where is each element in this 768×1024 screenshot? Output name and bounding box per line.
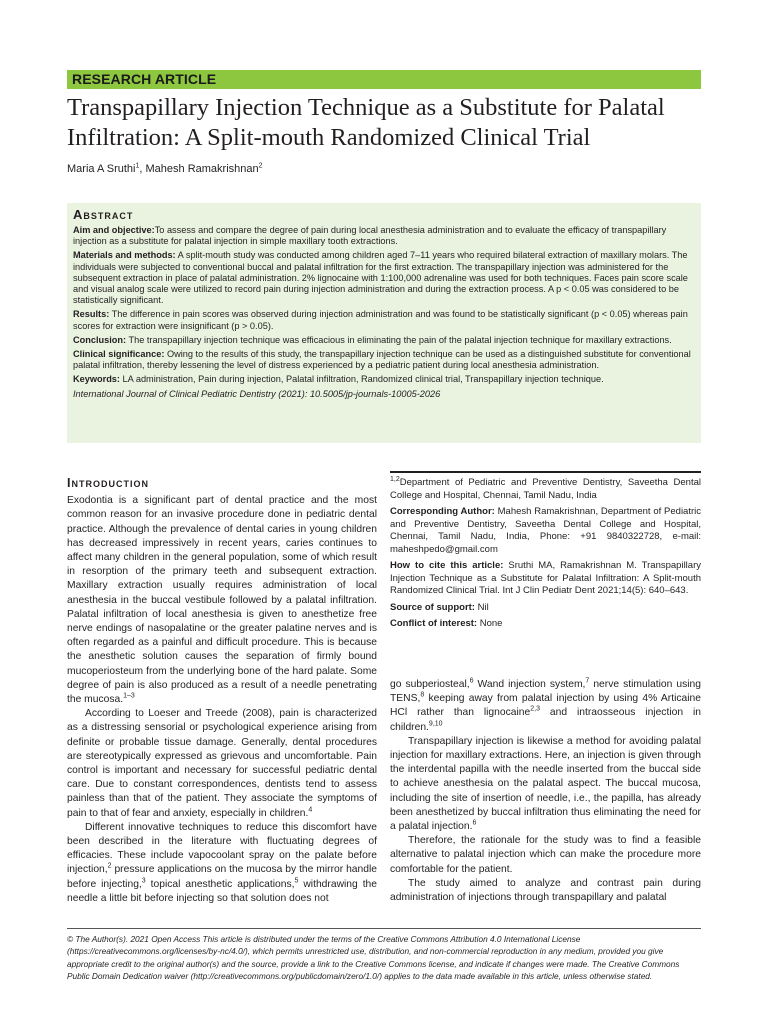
abstract-body <box>73 225 695 403</box>
reference-marker[interactable]: 2 <box>107 863 112 871</box>
section-heading-introduction: Introduction <box>67 476 149 490</box>
introduction-right-column <box>390 678 701 905</box>
abstract-conclusion: Conclusion: The transpapillary injection technique was efficacious in eliminating the pain of the palatal injection technique for maxillary extractions. <box>73 334 672 345</box>
reference-marker[interactable]: 6 <box>469 677 474 685</box>
abstract-keywords: Keywords: LA administration, Pain during injection, Palatal infiltration, Randomized clinical trial, Transpapillary injection technique. <box>73 374 604 385</box>
author-name[interactable]: Maria A Sruthi <box>67 163 136 175</box>
affiliation-box <box>390 471 701 635</box>
intro-paragraph: Transpapillary injection is likewise a method for avoiding palatal injection for maxillary extractions. Here, an injection is given through the interdental papilla with the needle inserted from the buccal side to achieve anesthesia on the palatal aspect. The buccal mucosa, including the site of insertion of needle, i.e., the papilla, has already been anesthetized by buccal infiltration thus eliminating the need for a palatal injection.$^6$ <box>390 735 701 833</box>
author-affiliation-marker: 1 <box>135 162 140 170</box>
author-name[interactable]: Mahesh Ramakrishnan <box>145 163 259 175</box>
author-affiliation-marker: 2 <box>258 162 263 170</box>
intro-paragraph: Different innovative techniques to reduce this discomfort have been described in the literature with fluctuating degrees of efficacies. These include vapocoolant spray on the palate before injection,$^2$ pressure applications on the mucosa by the mirror handle before injecting,$^3$ topical anesthetic applications,$^5$ withdrawing the needle a little bit before injecting so that solution does not <box>67 821 378 904</box>
intro-paragraph: According to Loeser and Treede (2008), pain is characterized as a distressing sensorial or psychological experience arising from definite or probable tissue damage. Generally, dental procedures are stereotypically expressed as grievous and uncomfortable. Pain control is important and necessary for successful pediatric dental care. Due to constant correspondences, dentists tend to assess painless than that of the patient. They associate the symptoms of pain to that of fear and anxiety, especially in children.$^4$ <box>67 708 377 819</box>
abstract-heading: Abstract <box>73 207 134 222</box>
source-of-support: Source of support: Nil <box>390 601 489 613</box>
abstract-box <box>67 203 701 443</box>
reference-marker[interactable]: 1–3 <box>123 692 135 700</box>
journal-citation[interactable]: International Journal of Clinical Pediatric Dentistry (2021): 10.5005/jp-journals-10005-2026 <box>73 388 441 399</box>
abstract-aim: Aim and objective:To assess and compare the degree of pain during local anesthesia administration and to evaluate the efficacy of transpapillary injection as a substitute for palatal injection in simple maxillary tooth extractions. <box>73 225 667 247</box>
reference-marker[interactable]: 3 <box>141 877 146 885</box>
intro-paragraph: go subperiosteal,$^6$ Wand injection system,$^7$ nerve stimulation using TENS,$^8$ keeping away from palatal injection by using 4% Articaine HCl rather than lignocaine$^{2,3}$ and intraosseous injection in children.$^{9,10}$ <box>390 677 701 733</box>
abstract-results: Results: The difference in pain scores was observed during injection administration and was found to be statistically significant (p < 0.05) whereas pain scores for extraction were insignificant (p > 0.05). <box>73 309 688 331</box>
abstract-clinical-significance: Clinical significance: Owing to the results of this study, the transpapillary injection technique can be used as a distinguished substitute for conventional palatal infiltration, thereby lessening the level of distress experienced by a pediatric patient during local anesthesia administration. <box>73 349 691 371</box>
reference-marker[interactable]: 7 <box>585 677 590 685</box>
intro-paragraph: Therefore, the rationale for the study was to find a feasible alternative to palatal injection which can make the procedure more comfortable for the patient. <box>390 835 701 875</box>
article-title: Transpapillary Injection Technique as a Substitute for Palatal Infiltration: A Split-mouth Randomized Clinical Trial <box>67 94 665 151</box>
how-to-cite: How to cite this article: Sruthi MA, Ramakrishnan M. Transpapillary Injection Technique as a Substitute for Palatal Infiltration: A Split-mouth Randomized Clinical Trial. Int J Clin Pediatr Dent 2021;14(5): 640–643. <box>390 560 701 596</box>
affiliation-department: $^{1,2}$Department of Pediatric and Preventive Dentistry, Saveetha Dental College and Hospital, Chennai, Tamil Nadu, India <box>390 475 701 501</box>
introduction-left-column <box>67 476 377 906</box>
reference-marker[interactable]: 9,10 <box>428 720 443 728</box>
conflict-of-interest: Conflict of interest: None <box>390 618 503 629</box>
reference-marker[interactable]: 2,3 <box>530 705 540 713</box>
reference-marker[interactable]: 8 <box>420 691 425 699</box>
abstract-methods: Materials and methods: A split-mouth study was conducted among children aged 7–11 years who required bilateral extraction of maxillary molars. The individuals were subjected to conventional buccal and palatal infiltration for the first extraction. The transpapillary injection was administered for the subsequent extraction in place of palatal administration. 2% lignocaine with 1:100,000 adrenaline was used for both techniques. Faces pain score scale and visual analog scale were utilized to record pain during injection administration and during the extraction process. A p < 0.05 was considered to be statistically significant. <box>73 250 688 306</box>
reference-marker[interactable]: 5 <box>294 877 299 885</box>
article-type-banner <box>67 70 701 89</box>
intro-paragraph: The study aimed to analyze and contrast pain during administration of injections through transpapillary and palatal <box>390 877 701 904</box>
reference-marker[interactable]: 6 <box>472 819 477 827</box>
license-footer: © The Author(s). 2021 Open Access This article is distributed under the terms of the Creative Commons Attribution 4.0 International License (https://creativecommons.org/licenses/by-nc/4.0/), which permits unrestricted use, distribution, and non-commercial reproduction in any medium, provided you give appropriate credit to the original author(s) and the source, provide a link to the Creative Commons license, and indicate if changes were made. The Creative Commons Public Domain Dedication waiver (http://creativecommons.org/publicdomain/zero/1.0/) applies to the data made available in this article, unless otherwise stated. <box>67 928 701 983</box>
intro-paragraph: Exodontia is a significant part of dental practice and the most common reason for an invasive procedure done in pediatric dental practice. Although the prevalence of dental caries in young children has decreased impressively in recent years, caries continues to affect many children in the general population, some of which result in resorption of the primary teeth and subsequent extraction. Maxillary extraction usually requires administration of local anesthesia in the buccal vestibule followed by a palatal infiltration. Palatal infiltration of local anesthesia is given to anesthetize free nerve endings of nasopalatine or the greater palatine nerves and is often regarded as a painful and difficult procedure. This is because the anesthetic solution causes the separation of firmly bound mucoperiosteum from the underlying bone of the hard palate. Some degree of pain is also produced as a result of a needle penetrating the mucosa.$^{1-3}$ <box>67 495 377 706</box>
corresponding-author: Corresponding Author: Mahesh Ramakrishnan, Department of Pediatric and Preventive Dentistry, Saveetha Dental College and Hospital, Chennai, Tamil Nadu, India, Phone: +91 9840322728, e-mail: maheshpedo@gmail.com <box>390 506 702 555</box>
author-list: Maria A Sruthi$^1$, Mahesh Ramakrishnan$^2$ <box>67 162 263 175</box>
article-type-label: RESEARCH ARTICLE <box>72 71 217 87</box>
reference-marker[interactable]: 4 <box>308 806 313 814</box>
